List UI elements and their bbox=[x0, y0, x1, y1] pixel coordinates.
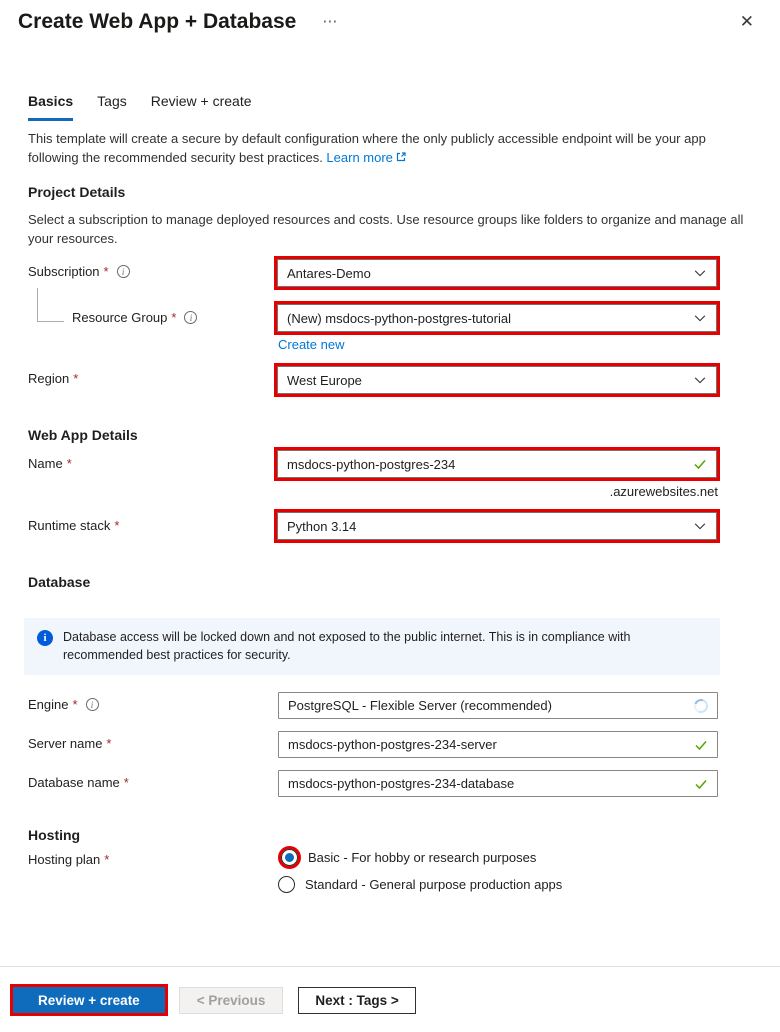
resource-group-dropdown[interactable]: (New) msdocs-python-postgres-tutorial bbox=[277, 304, 717, 332]
hosting-plan-label: Hosting plan * bbox=[28, 852, 110, 867]
database-name-label: Database name * bbox=[28, 775, 129, 790]
external-link-icon bbox=[393, 150, 407, 165]
info-banner bbox=[24, 618, 720, 675]
annotation-box bbox=[274, 509, 720, 543]
next-tags-button[interactable]: Next : Tags > bbox=[298, 987, 415, 1014]
engine-input[interactable]: PostgreSQL - Flexible Server (recommended) bbox=[278, 692, 718, 719]
engine-label: Engine * i bbox=[28, 697, 99, 712]
runtime-stack-label: Runtime stack * bbox=[28, 518, 120, 533]
region-dropdown[interactable]: West Europe bbox=[277, 366, 717, 394]
server-name-label: Server name * bbox=[28, 736, 112, 751]
info-icon[interactable] bbox=[86, 698, 99, 711]
domain-suffix: .azurewebsites.net bbox=[609, 484, 718, 499]
info-banner-text: Database access will be locked down and not exposed to the public internet. This is in compliance with recommended best practices for security. bbox=[63, 630, 631, 662]
resource-group-connector bbox=[37, 288, 64, 322]
chevron-down-icon bbox=[693, 266, 707, 280]
tab-basics[interactable]: Basics bbox=[28, 93, 73, 121]
checkmark-icon bbox=[693, 457, 707, 471]
intro-text: This template will create a secure by default configuration where the only publicly accessible endpoint will be your app following the recommended security best practices. Learn more bbox=[28, 131, 706, 165]
chevron-down-icon bbox=[693, 519, 707, 533]
checkmark-icon bbox=[694, 738, 708, 752]
chevron-down-icon bbox=[693, 311, 707, 325]
create-new-link[interactable]: Create new bbox=[278, 337, 345, 352]
annotation-box bbox=[274, 447, 720, 481]
database-name-input[interactable]: msdocs-python-postgres-234-database bbox=[278, 770, 718, 797]
hosting-option-basic-label: Basic - For hobby or research purposes bbox=[308, 850, 537, 865]
footer-bar bbox=[0, 966, 780, 1032]
tab-review-create[interactable]: Review + create bbox=[150, 93, 252, 109]
annotation-ring bbox=[278, 846, 301, 869]
tab-bar bbox=[28, 93, 252, 121]
annotation-box bbox=[274, 363, 720, 397]
webapp-details-heading: Web App Details bbox=[28, 427, 138, 443]
previous-button[interactable]: < Previous bbox=[179, 987, 284, 1014]
info-icon bbox=[37, 630, 53, 646]
region-label: Region * bbox=[28, 371, 79, 386]
database-heading: Database bbox=[28, 574, 91, 590]
resource-group-label: Resource Group * i bbox=[72, 310, 197, 325]
server-name-input[interactable]: msdocs-python-postgres-234-server bbox=[278, 731, 718, 758]
name-input[interactable]: msdocs-python-postgres-234 bbox=[277, 450, 717, 478]
name-label: Name * bbox=[28, 456, 72, 471]
project-details-heading: Project Details bbox=[28, 184, 126, 200]
info-icon[interactable] bbox=[184, 311, 197, 324]
project-details-description: Select a subscription to manage deployed resources and costs. Use resource groups like folders to organize and manage all your resources. bbox=[28, 212, 744, 246]
radio-selected-icon[interactable] bbox=[281, 849, 298, 866]
annotation-box bbox=[10, 984, 168, 1016]
page-title: Create Web App + Database ⋯ bbox=[18, 10, 339, 33]
learn-more-link[interactable]: Learn more bbox=[326, 149, 393, 165]
spinner-icon bbox=[692, 696, 711, 715]
hosting-option-basic[interactable] bbox=[278, 846, 536, 869]
info-icon[interactable] bbox=[117, 265, 130, 278]
tab-tags[interactable]: Tags bbox=[97, 93, 127, 109]
subscription-label: Subscription * i bbox=[28, 264, 130, 279]
subscription-dropdown[interactable]: Antares-Demo bbox=[277, 259, 717, 287]
more-options-icon[interactable]: ⋯ bbox=[322, 13, 339, 30]
annotation-box bbox=[274, 301, 720, 335]
hosting-option-standard[interactable] bbox=[278, 876, 562, 893]
chevron-down-icon bbox=[693, 373, 707, 387]
hosting-heading: Hosting bbox=[28, 827, 81, 843]
close-icon[interactable]: ✕ bbox=[739, 12, 754, 31]
review-create-button[interactable]: Review + create bbox=[13, 987, 165, 1013]
checkmark-icon bbox=[694, 777, 708, 791]
hosting-option-standard-label: Standard - General purpose production apps bbox=[305, 877, 563, 892]
runtime-stack-dropdown[interactable]: Python 3.14 bbox=[277, 512, 717, 540]
annotation-box bbox=[274, 256, 720, 290]
radio-unselected-icon[interactable] bbox=[278, 876, 295, 893]
